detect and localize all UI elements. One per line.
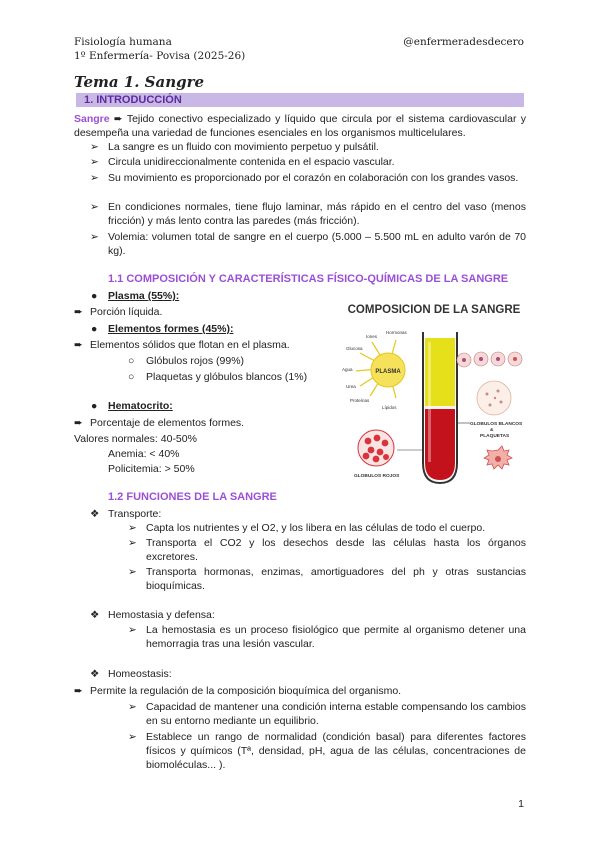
arrow-icon: ➨ — [74, 306, 83, 318]
arrowhead-icon: ➢ — [90, 231, 99, 243]
arrowhead-icon: ➢ — [128, 522, 137, 534]
definition-paragraph — [74, 112, 526, 140]
page-number: 1 — [518, 798, 524, 810]
list-item: Su movimiento es proporcionado por el corazón en colaboración con los grandes vasos. — [108, 172, 519, 184]
plasma-text: PLASMA — [375, 369, 401, 375]
circle-bullet-icon: ○ — [128, 371, 135, 383]
list-item: Circula unidireccionalmente contenida en el espacio vascular. — [108, 156, 395, 168]
arrowhead-icon: ➢ — [128, 566, 137, 578]
arrow-icon: ➨ — [74, 685, 83, 697]
bullet-dot-icon: ● — [91, 323, 98, 335]
arrowhead-icon: ➢ — [90, 201, 99, 213]
term-sangre: Sangre — [74, 113, 110, 125]
anemia-value: Anemia: < 40% — [108, 448, 180, 460]
arrow-icon: ➨ — [74, 339, 83, 351]
page-title: Tema 1. Sangre — [74, 73, 205, 91]
plasma-desc: Porción líquida. — [90, 306, 163, 318]
diamond-bullet-icon: ❖ — [90, 609, 100, 621]
hemostasis-label: Hemostasia y defensa: — [108, 609, 215, 621]
wbc-cell — [484, 446, 512, 469]
diamond-bullet-icon: ❖ — [90, 508, 100, 520]
component-label: Glucosa — [346, 346, 363, 351]
plasma-label: Plasma (55%): — [108, 290, 180, 302]
normal-values: Valores normales: 40-50% — [74, 433, 197, 445]
arrow-icon: ➨ — [113, 113, 123, 125]
header-course: 1º Enfermería- Povisa (2025-26) — [74, 50, 246, 62]
component-label: Agua — [342, 367, 353, 372]
component-label: Iones — [366, 334, 378, 339]
arrowhead-icon: ➢ — [90, 172, 99, 184]
arrowhead-icon: ➢ — [128, 731, 137, 743]
list-item: La sangre es un fluido con movimiento perpetuo y pulsátil. — [108, 141, 379, 153]
formed-label: Elementos formes (45%): — [108, 323, 234, 335]
bullet-dot-icon: ● — [91, 400, 98, 412]
svg-text:GLOBULOS BLANCOS &: GLOBULOS BLANCOS & PLAQUETAS — [470, 422, 523, 439]
bullet-dot-icon: ● — [91, 290, 98, 302]
component-label: Urea — [346, 384, 356, 389]
component-label: Lípidos — [382, 405, 397, 410]
diamond-bullet-icon: ❖ — [90, 668, 100, 680]
section-heading-introduccion: 1. INTRODUCCIÓN — [84, 94, 182, 106]
hemato-label: Hematocrito: — [108, 400, 173, 412]
list-item: Transporta el CO2 y los desechos desde las células hasta los órganos excretores. — [146, 537, 526, 564]
figure-title: COMPOSICION DE LA SANGRE — [347, 304, 521, 316]
header-subject: Fisiología humana — [74, 36, 172, 48]
arrowhead-icon: ➢ — [128, 701, 137, 713]
section-heading-composicion: 1.1 COMPOSICIÓN Y CARACTERÍSTICAS FÍSICO-QUÍMICAS DE LA SANGRE — [108, 273, 509, 285]
list-item: En condiciones normales, tiene flujo laminar, más rápido en el centro del vaso (menos fricción) y más lento contra las paredes (más fricción). — [108, 201, 526, 228]
list-item: Establece un rango de normalidad (condición basal) para diferentes factores físicos y químicos (Tª, densidad, pH, agua de las células, concentraciones de biomoléculas... ). — [146, 731, 526, 772]
component-label: Proteínas — [350, 398, 370, 403]
list-item: Capacidad de mantener una condición interna estable compensando los cambios en su entorno mediante un equilibrio. — [146, 701, 526, 728]
arrow-icon: ➨ — [74, 417, 83, 429]
list-item: Capta los nutrientes y el O2, y los libera en las células de todo el cuerpo. — [146, 522, 486, 534]
list-item: La hemostasia es un proceso fisiológico que permite al organismo detener una hemorragia tras una lesión vascular. — [146, 624, 526, 651]
policitemia-value: Policitemia: > 50% — [108, 463, 195, 475]
blood-composition-illustration — [338, 298, 530, 488]
arrowhead-icon: ➢ — [90, 141, 99, 153]
formed-item: Plaquetas y glóbulos blancos (1%) — [146, 371, 308, 383]
plasma-circle — [356, 340, 405, 398]
rbc-circle — [358, 430, 394, 466]
test-tube — [423, 332, 457, 483]
transport-label: Transporte: — [108, 508, 162, 520]
hemato-desc: Porcentaje de elementos formes. — [90, 417, 245, 429]
cell-samples — [457, 352, 522, 367]
circle-bullet-icon: ○ — [128, 355, 135, 367]
blood-composition-figure — [338, 298, 530, 488]
formed-item: Glóbulos rojos (99%) — [146, 355, 245, 367]
homeostasis-label: Homeostasis: — [108, 668, 172, 680]
component-label: Hormonas — [386, 330, 407, 335]
arrowhead-icon: ➢ — [128, 624, 137, 636]
formed-desc: Elementos sólidos que flotan en el plasma. — [90, 339, 290, 351]
header-author: @enfermeradesdecero — [403, 36, 524, 48]
arrowhead-icon: ➢ — [90, 156, 99, 168]
homeostasis-desc: Permite la regulación de la composición bioquímica del organismo. — [90, 685, 402, 697]
list-item: Transporta hormonas, enzimas, amortiguadores del ph y otras sustancias bioquímicas. — [146, 566, 526, 593]
rbc-label: GLOBULOS ROJOS — [354, 474, 400, 479]
section-heading-funciones: 1.2 FUNCIONES DE LA SANGRE — [108, 491, 277, 503]
arrowhead-icon: ➢ — [128, 537, 137, 549]
list-item: Volemia: volumen total de sangre en el cuerpo (5.000 – 5.500 mL en adulto varón de 70 kg). — [108, 231, 526, 258]
definition-text: Tejido conectivo especializado y líquido que circula por el sistema cardiovascular y desempeña una variedad de funciones esenciales en los organismos multicelulares. — [74, 113, 526, 140]
platelets-circle — [477, 381, 511, 415]
